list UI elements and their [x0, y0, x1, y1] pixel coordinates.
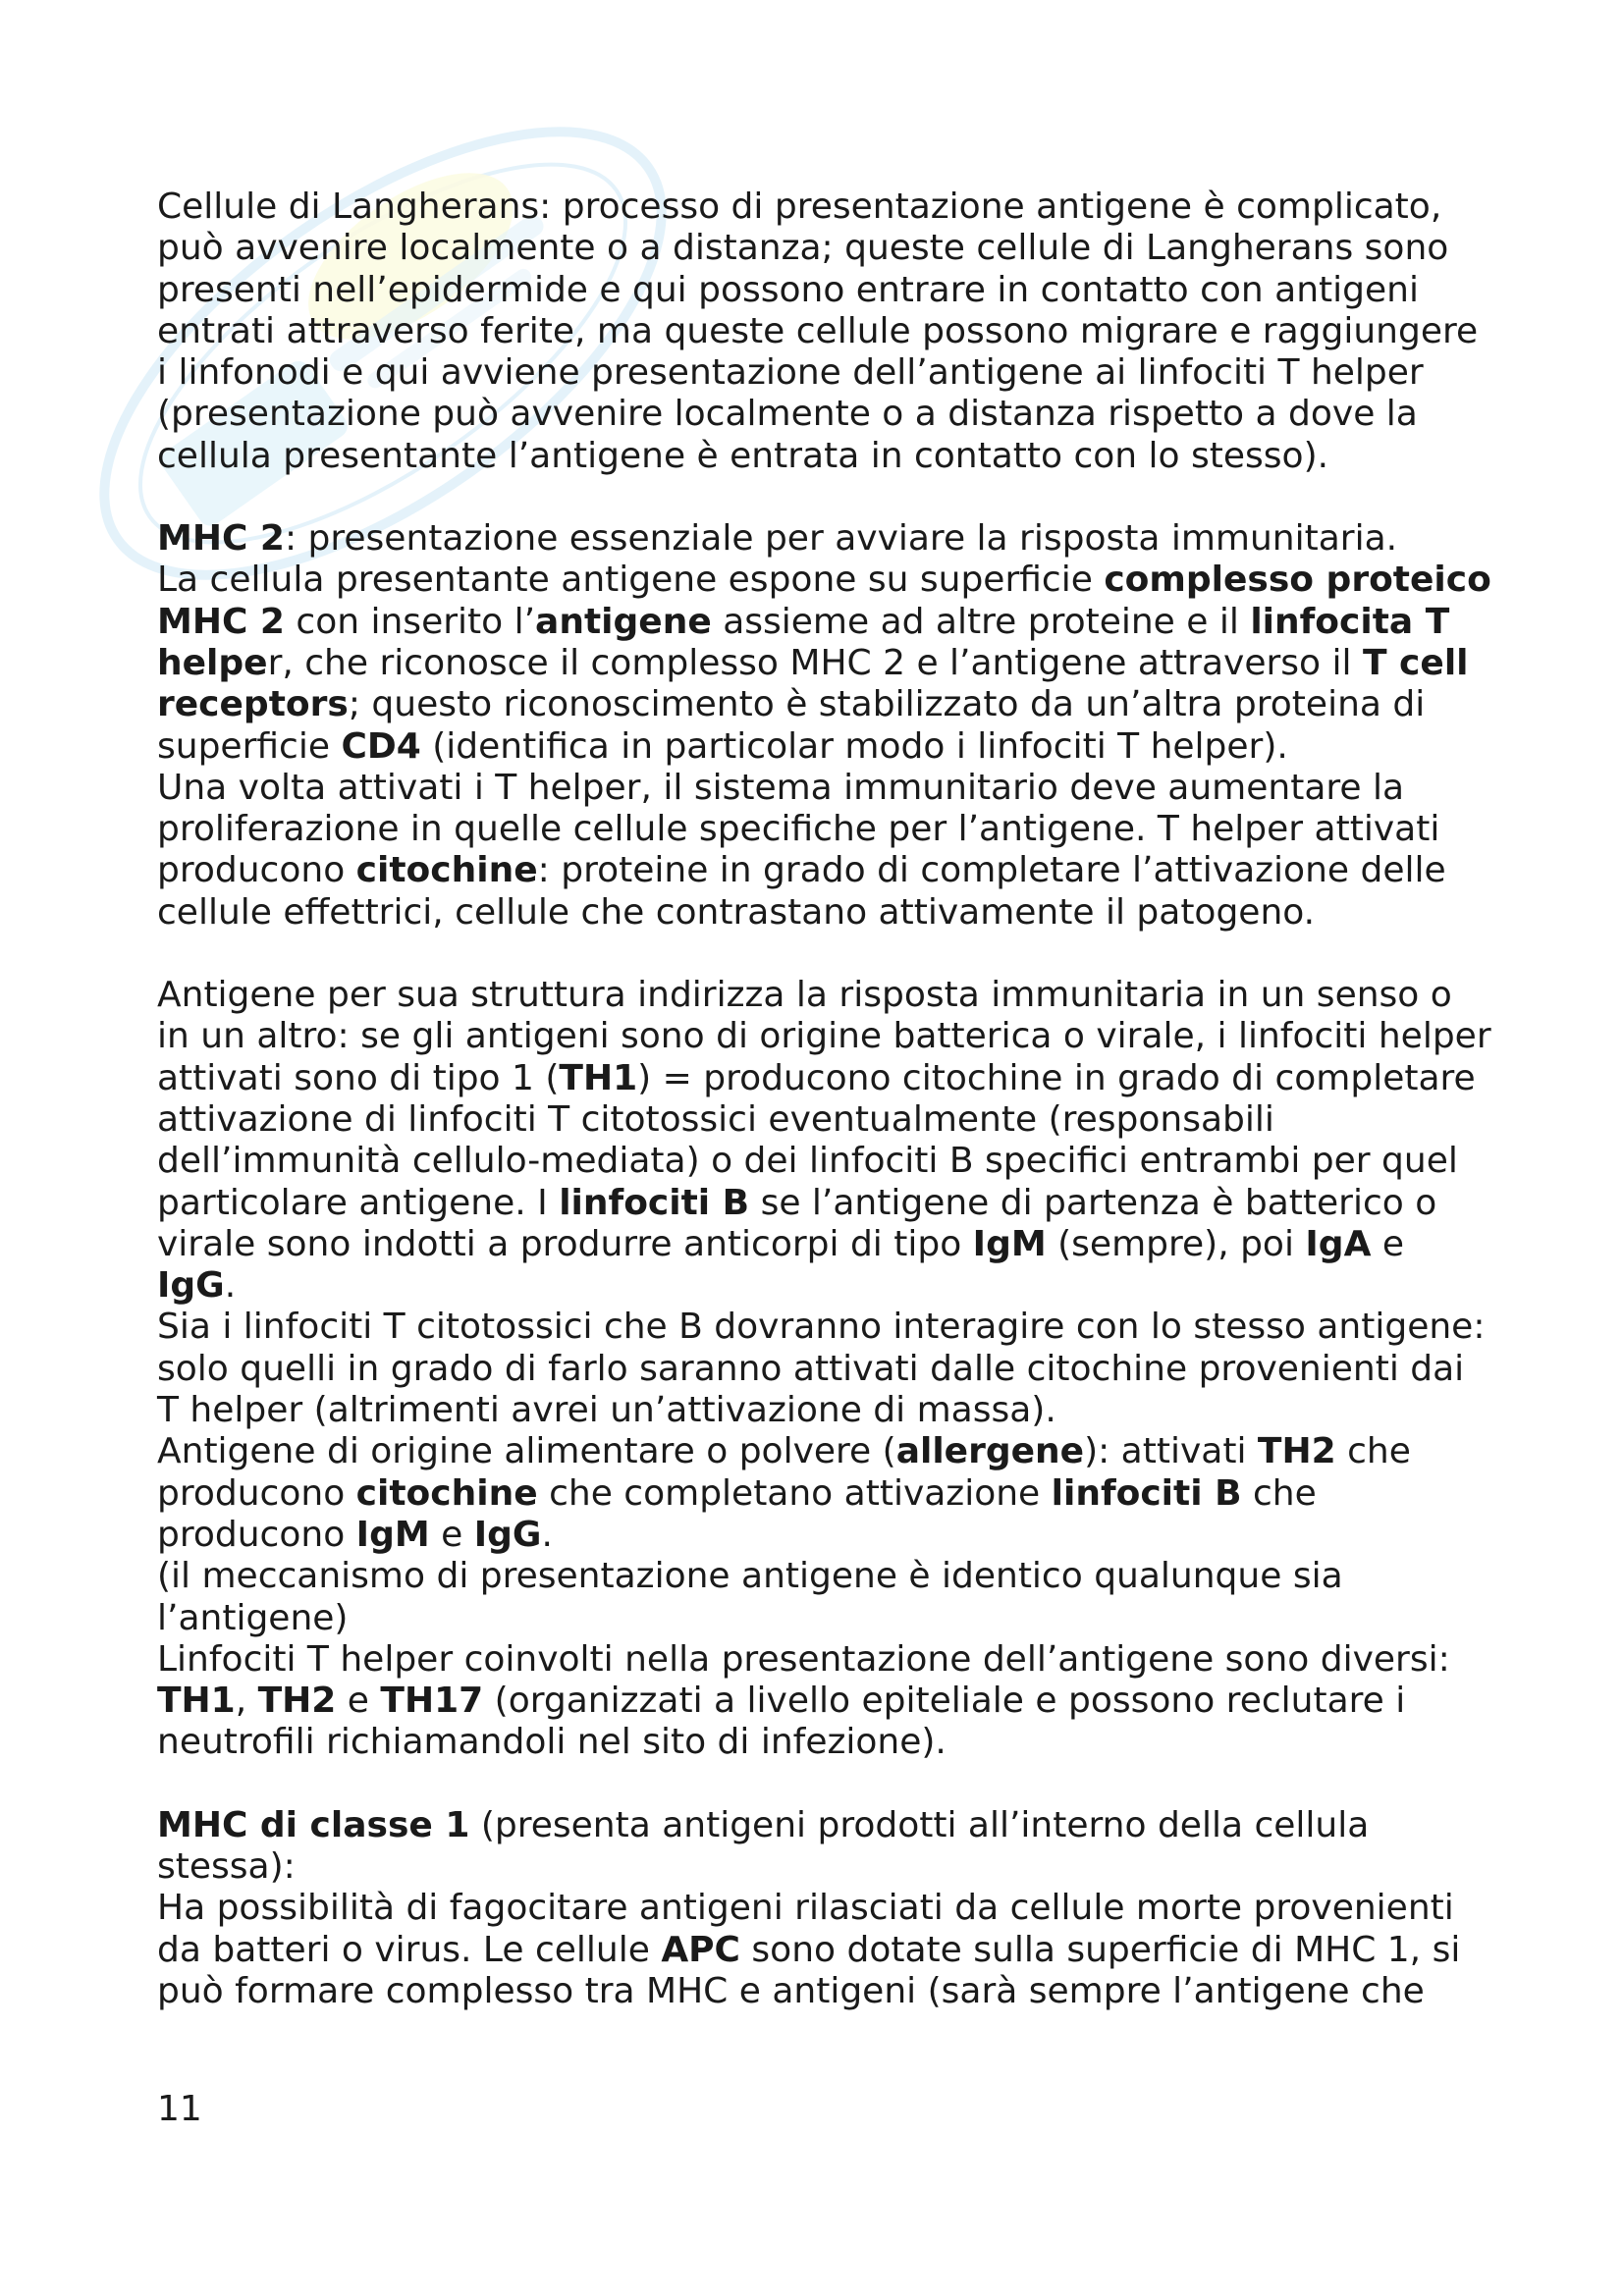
bold-term: TH1	[157, 1681, 236, 1722]
bold-term: linfociti B	[559, 1182, 750, 1223]
text-run: La cellula presentante antigene espone su superficie	[157, 560, 1105, 601]
text-run: che producono	[157, 1472, 1317, 1555]
bold-term: citochine	[355, 850, 538, 891]
bold-term: MHC 2	[157, 518, 285, 560]
paragraph-p3	[157, 560, 1492, 767]
bold-term: TH2	[1257, 1431, 1336, 1472]
paragraph-p11	[157, 1888, 1492, 2012]
text-run: (presenta antigeni prodotti all’interno della cellula stessa):	[157, 1804, 1370, 1887]
text-run: sono dotate sulla superficie di MHC 1, si può formare complesso tra MHC e antigeni (sarà sempre l’antigene che	[157, 1929, 1461, 2011]
text-run: ,	[235, 1681, 258, 1722]
bold-term: citochine	[355, 1472, 538, 1514]
text-run: (organizzati a livello epiteliale e possono reclutare i neutrofili richiamandoli nel sito di infezione).	[157, 1681, 1406, 1763]
text-run: ; questo riconoscimento è stabilizzato da un’altra proteina di superficie	[157, 684, 1426, 767]
text-run: che producono	[157, 1431, 1411, 1514]
text-run: (il meccanismo di presentazione antigene è identico qualunque sia l’antigene)	[157, 1556, 1343, 1638]
text-run: .	[541, 1514, 553, 1555]
text-run: : presentazione essenziale per avviare la risposta immunitaria.	[284, 518, 1398, 560]
paragraph-p8	[157, 1556, 1492, 1639]
bold-term: TH17	[380, 1681, 484, 1722]
text-run: ): attivati	[1084, 1431, 1258, 1472]
bold-term: TH1	[559, 1057, 638, 1098]
text-run: Ha possibilità di fagocitare antigeni rilasciati da cellule morte provenienti da batteri o virus. Le cellule	[157, 1888, 1454, 1970]
text-run: r, che riconosce il complesso MHC 2 e l’antigene attraverso il	[267, 642, 1363, 683]
text-run: (sempre), poi	[1046, 1223, 1306, 1264]
text-run: assieme ad altre proteine e il	[711, 601, 1251, 642]
bold-term: antigene	[535, 601, 712, 642]
bold-term: allergene	[895, 1431, 1085, 1472]
bold-term: IgM	[972, 1223, 1047, 1264]
bold-term: APC	[661, 1929, 740, 1970]
bold-term: linfocita T helpe	[157, 601, 1450, 683]
text-run: con inserito l’	[284, 601, 536, 642]
document-body	[157, 187, 1492, 2012]
bold-term: MHC di classe 1	[157, 1804, 470, 1845]
paragraph-p5	[157, 975, 1492, 1307]
text-run: Antigene per sua struttura indirizza la risposta immunitaria in un senso o in un altro: se gli antigeni sono di origine batterica o virale, i linfociti helper attivati sono di tipo 1 (	[157, 975, 1491, 1098]
text-run: ) = producono citochine in grado di completare attivazione di linfociti T citotossici eventualmente (responsabili dell’immunità cellulo-mediata) o dei linfociti B specifici entrambi per quel particolare antigene. I	[157, 1057, 1476, 1223]
text-run: e	[336, 1681, 381, 1722]
text-run: Linfociti T helper coinvolti nella presentazione dell’antigene sono diversi:	[157, 1638, 1450, 1680]
bold-term: TH2	[257, 1681, 337, 1722]
bold-term: IgG	[157, 1265, 225, 1307]
text-run: Una volta attivati i T helper, il sistema immunitario deve aumentare la proliferazione in quelle cellule specifiche per l’antigene. T helper attivati producono	[157, 767, 1440, 891]
text-run: Cellule di Langherans: processo di presentazione antigene è complicato, può avvenire localmente o a distanza; queste cellule di Langherans sono presenti nell’epidermide e qui possono entrare in contatto con antigeni entrati attraverso ferite, ma queste cellule possono migrare e raggiungere i linfonodi e qui avviene presentazione dell’antigene ai linfociti T helper (presentazione può avvenire localmente o a distanza rispetto a dove la cellula presentante l’antigene è entrata in contatto con lo stesso).	[157, 187, 1479, 476]
paragraph-p2	[157, 518, 1492, 560]
text-run: e	[429, 1514, 474, 1555]
text-run: : proteine in grado di completare l’attivazione delle cellule effettrici, cellule che contrastano attivamente il patogeno.	[157, 850, 1446, 933]
paragraph-p4	[157, 768, 1492, 934]
bold-term: CD4	[341, 725, 421, 767]
text-run: Sia i linfociti T citotossici che B dovranno interagire con lo stesso antigene: solo quelli in grado di farlo saranno attivati dalle citochine provenienti dai T helper (altrimenti avrei un’attivazione di massa).	[157, 1307, 1486, 1431]
text-run: .	[224, 1265, 237, 1307]
bold-term: linfociti B	[1051, 1472, 1242, 1514]
text-run: (identifica in particolar modo i linfociti T helper).	[420, 725, 1288, 767]
paragraph-p1	[157, 187, 1492, 477]
bold-term: complesso proteico MHC 2	[157, 560, 1491, 642]
paragraph-p6	[157, 1307, 1492, 1431]
paragraph-p9	[157, 1639, 1492, 1764]
bold-term: IgM	[355, 1514, 430, 1555]
text-run: se l’antigene di partenza è batterico o virale sono indotti a produrre anticorpi di tipo	[157, 1182, 1437, 1264]
paragraph-p7	[157, 1431, 1492, 1556]
bold-term: T cell receptors	[157, 642, 1469, 725]
text-run: Antigene di origine alimentare o polvere (	[157, 1431, 896, 1472]
paragraph-p10	[157, 1805, 1492, 1889]
bold-term: IgA	[1305, 1223, 1372, 1264]
bold-term: IgG	[473, 1514, 542, 1555]
page-number: 11	[157, 2089, 202, 2129]
text-run: e	[1371, 1223, 1405, 1264]
text-run: che completano attivazione	[537, 1472, 1052, 1514]
